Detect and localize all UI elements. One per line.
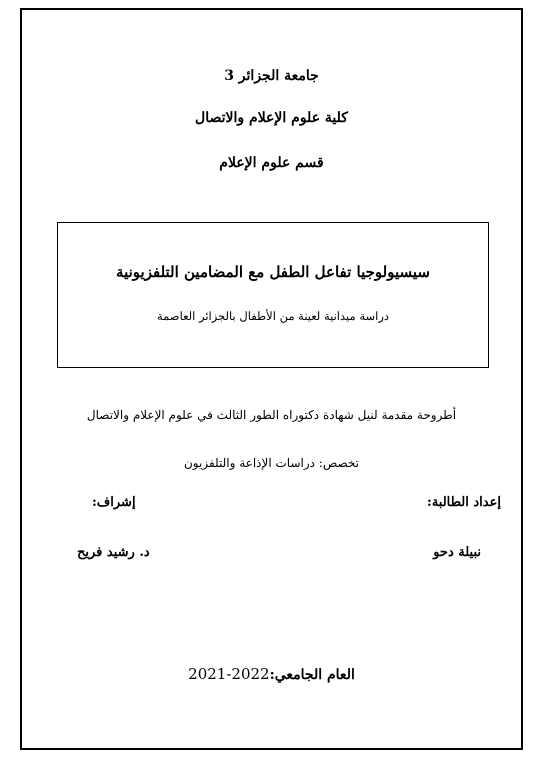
academic-year: [22, 665, 521, 683]
university-name: جامعة الجزائر 3: [224, 68, 319, 84]
department-name: قسم علوم الإعلام: [219, 155, 324, 171]
thesis-subtitle: دراسة ميدانية لعينة من الأطفال بالجزائر العاصمة: [156, 309, 389, 323]
student-name: نبيلة دحو: [433, 545, 481, 560]
academic-year-label: العام الجامعي:: [269, 667, 355, 683]
thesis-statement: أطروحة مقدمة لنيل شهادة دكتوراه الطور الثالث في علوم الإعلام والاتصال: [86, 408, 457, 422]
specialization: تخصص: دراسات الإذاعة والتلفزيون: [183, 456, 360, 470]
prepared-by-label: إعداد الطالبة:: [427, 495, 501, 510]
page-border: [20, 8, 523, 750]
supervisor-name: د. رشيد فريح: [77, 545, 150, 560]
faculty-name: كلية علوم الإعلام والاتصال: [195, 110, 348, 126]
academic-year-value: 2021-2022: [188, 665, 270, 683]
supervision-label: إشراف:: [92, 495, 136, 510]
thesis-title: سيسيولوجيا تفاعل الطفل مع المضامين التلفزيونية: [116, 263, 430, 281]
title-box: [57, 222, 489, 368]
